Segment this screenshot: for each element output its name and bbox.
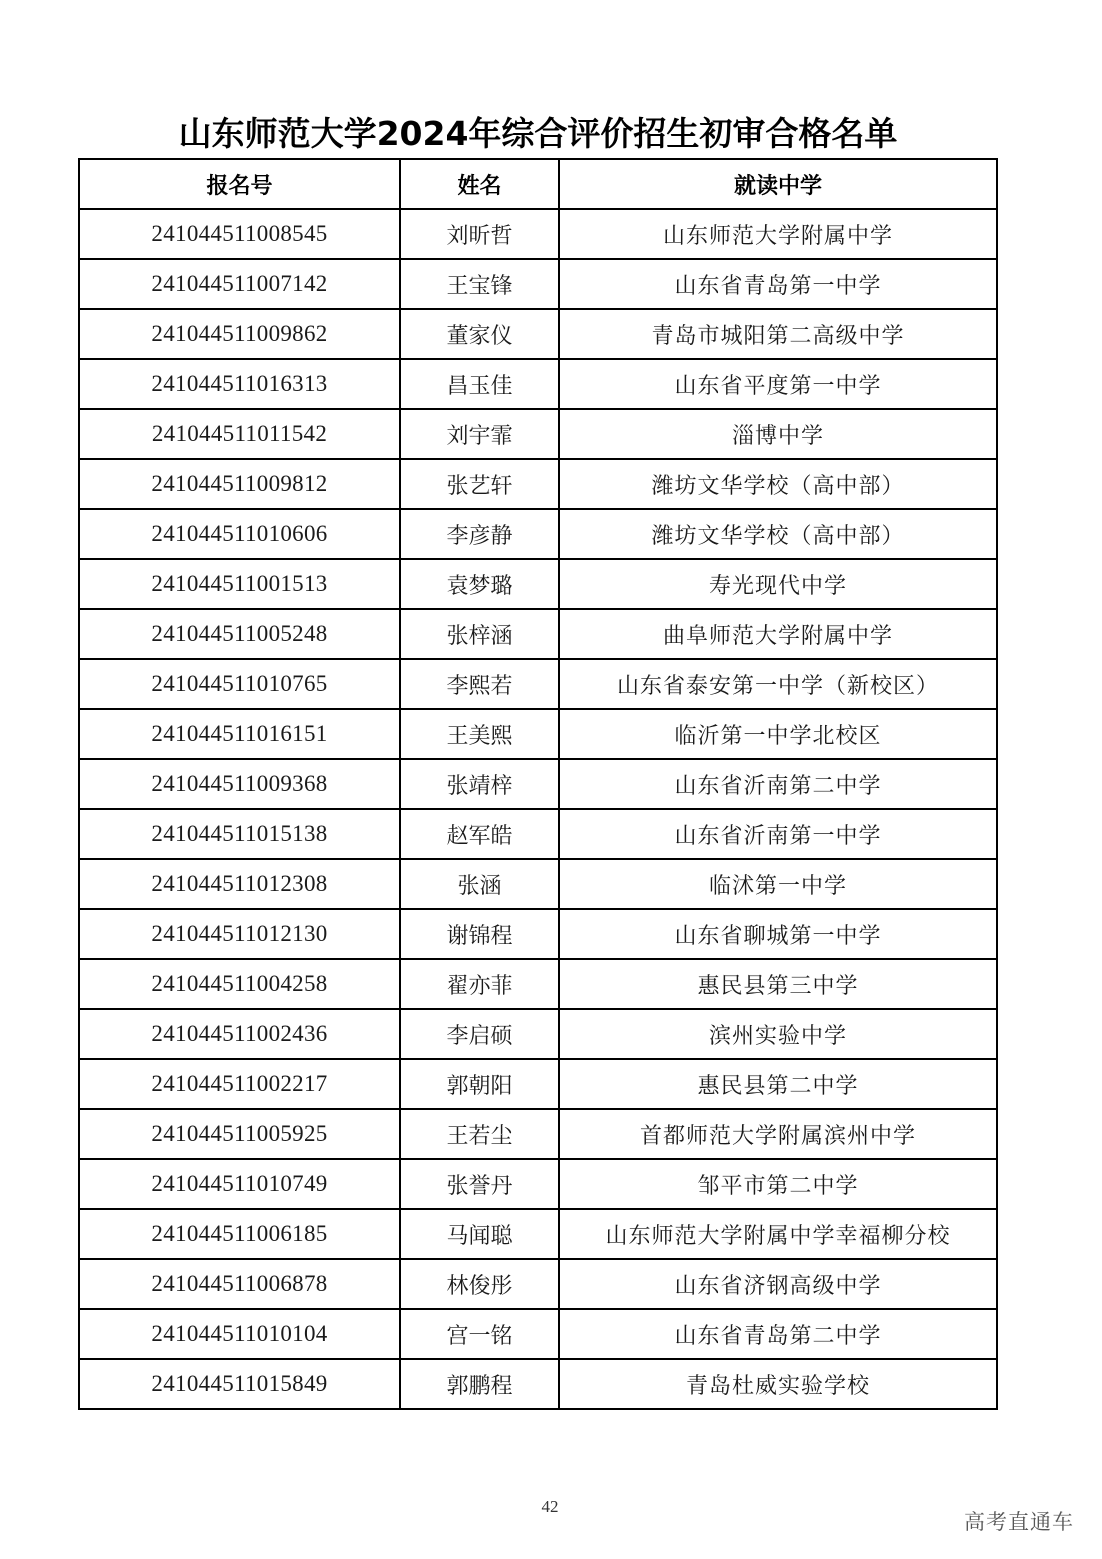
table-row (79, 959, 997, 1009)
school-name-cell: 山东省青岛第二中学 (559, 1309, 997, 1359)
registration-number-cell: 241044511010606 (79, 509, 400, 559)
watermark: 高考直通车 (964, 1510, 1074, 1534)
registration-number-cell: 241044511010104 (79, 1309, 400, 1359)
registration-number-cell: 241044511002217 (79, 1059, 400, 1109)
registration-number-cell: 241044511006185 (79, 1209, 400, 1259)
student-name-cell: 王美熙 (400, 709, 559, 759)
admission-list-table (78, 158, 998, 1410)
school-name-cell: 山东师范大学附属中学幸福柳分校 (559, 1209, 997, 1259)
table-row (79, 859, 997, 909)
school-name-cell: 寿光现代中学 (559, 559, 997, 609)
registration-number-cell: 241044511002436 (79, 1009, 400, 1059)
table-row (79, 209, 997, 259)
registration-number-cell: 241044511016151 (79, 709, 400, 759)
school-name-cell: 青岛杜威实验学校 (559, 1359, 997, 1409)
table-row (79, 809, 997, 859)
student-name-cell: 袁梦璐 (400, 559, 559, 609)
header-registration-number: 报名号 (79, 159, 400, 209)
table-body (79, 209, 997, 1409)
registration-number-cell: 241044511001513 (79, 559, 400, 609)
table-row (79, 1109, 997, 1159)
registration-number-cell: 241044511016313 (79, 359, 400, 409)
student-name-cell: 刘宇霏 (400, 409, 559, 459)
student-name-cell: 张誉丹 (400, 1159, 559, 1209)
student-name-cell: 赵军皓 (400, 809, 559, 859)
header-school: 就读中学 (559, 159, 997, 209)
school-name-cell: 山东省泰安第一中学（新校区） (559, 659, 997, 709)
student-name-cell: 张靖梓 (400, 759, 559, 809)
registration-number-cell: 241044511005925 (79, 1109, 400, 1159)
student-name-cell: 翟亦菲 (400, 959, 559, 1009)
school-name-cell: 山东师范大学附属中学 (559, 209, 997, 259)
registration-number-cell: 241044511004258 (79, 959, 400, 1009)
student-name-cell: 宫一铭 (400, 1309, 559, 1359)
student-name-cell: 李启硕 (400, 1009, 559, 1059)
registration-number-cell: 241044511009862 (79, 309, 400, 359)
school-name-cell: 潍坊文华学校（高中部） (559, 459, 997, 509)
school-name-cell: 淄博中学 (559, 409, 997, 459)
registration-number-cell: 241044511015849 (79, 1359, 400, 1409)
student-name-cell: 昌玉佳 (400, 359, 559, 409)
table-row (79, 1159, 997, 1209)
school-name-cell: 山东省沂南第一中学 (559, 809, 997, 859)
registration-number-cell: 241044511015138 (79, 809, 400, 859)
table-row (79, 759, 997, 809)
school-name-cell: 首都师范大学附属滨州中学 (559, 1109, 997, 1159)
student-name-cell: 谢锦程 (400, 909, 559, 959)
student-name-cell: 王宝锋 (400, 259, 559, 309)
registration-number-cell: 241044511012308 (79, 859, 400, 909)
school-name-cell: 临沂第一中学北校区 (559, 709, 997, 759)
header-name: 姓名 (400, 159, 559, 209)
registration-number-cell: 241044511005248 (79, 609, 400, 659)
table-row (79, 309, 997, 359)
student-name-cell: 张梓涵 (400, 609, 559, 659)
registration-number-cell: 241044511008545 (79, 209, 400, 259)
registration-number-cell: 241044511011542 (79, 409, 400, 459)
table-row (79, 509, 997, 559)
table-row (79, 709, 997, 759)
registration-number-cell: 241044511007142 (79, 259, 400, 309)
student-name-cell: 郭鹏程 (400, 1359, 559, 1409)
school-name-cell: 惠民县第二中学 (559, 1059, 997, 1109)
table-row (79, 609, 997, 659)
school-name-cell: 惠民县第三中学 (559, 959, 997, 1009)
student-name-cell: 张艺轩 (400, 459, 559, 509)
table-row (79, 659, 997, 709)
school-name-cell: 山东省平度第一中学 (559, 359, 997, 409)
school-name-cell: 邹平市第二中学 (559, 1159, 997, 1209)
school-name-cell: 滨州实验中学 (559, 1009, 997, 1059)
registration-number-cell: 241044511006878 (79, 1259, 400, 1309)
table-row (79, 559, 997, 609)
table-row (79, 1359, 997, 1409)
student-name-cell: 李熙若 (400, 659, 559, 709)
student-name-cell: 郭朝阳 (400, 1059, 559, 1109)
registration-number-cell: 241044511009368 (79, 759, 400, 809)
table-row (79, 1209, 997, 1259)
student-name-cell: 马闻聪 (400, 1209, 559, 1259)
document-title: 山东师范大学2024年综合评价招生初审合格名单 (178, 114, 898, 153)
school-name-cell: 曲阜师范大学附属中学 (559, 609, 997, 659)
school-name-cell: 青岛市城阳第二高级中学 (559, 309, 997, 359)
table-row (79, 1309, 997, 1359)
school-name-cell: 山东省济钢高级中学 (559, 1259, 997, 1309)
page-number: 42 (541, 1497, 559, 1516)
table-row (79, 459, 997, 509)
table-row (79, 1059, 997, 1109)
school-name-cell: 山东省沂南第二中学 (559, 759, 997, 809)
registration-number-cell: 241044511010765 (79, 659, 400, 709)
school-name-cell: 山东省青岛第一中学 (559, 259, 997, 309)
table-row (79, 1259, 997, 1309)
table-row (79, 359, 997, 409)
table-row (79, 1009, 997, 1059)
registration-number-cell: 241044511012130 (79, 909, 400, 959)
school-name-cell: 潍坊文华学校（高中部） (559, 509, 997, 559)
registration-number-cell: 241044511010749 (79, 1159, 400, 1209)
student-name-cell: 林俊彤 (400, 1259, 559, 1309)
registration-number-cell: 241044511009812 (79, 459, 400, 509)
student-name-cell: 李彦静 (400, 509, 559, 559)
table-row (79, 259, 997, 309)
school-name-cell: 临沭第一中学 (559, 859, 997, 909)
table-header-row (79, 159, 997, 209)
student-name-cell: 董家仪 (400, 309, 559, 359)
table-row (79, 909, 997, 959)
student-name-cell: 张涵 (400, 859, 559, 909)
table-row (79, 409, 997, 459)
school-name-cell: 山东省聊城第一中学 (559, 909, 997, 959)
student-name-cell: 刘昕哲 (400, 209, 559, 259)
student-name-cell: 王若尘 (400, 1109, 559, 1159)
